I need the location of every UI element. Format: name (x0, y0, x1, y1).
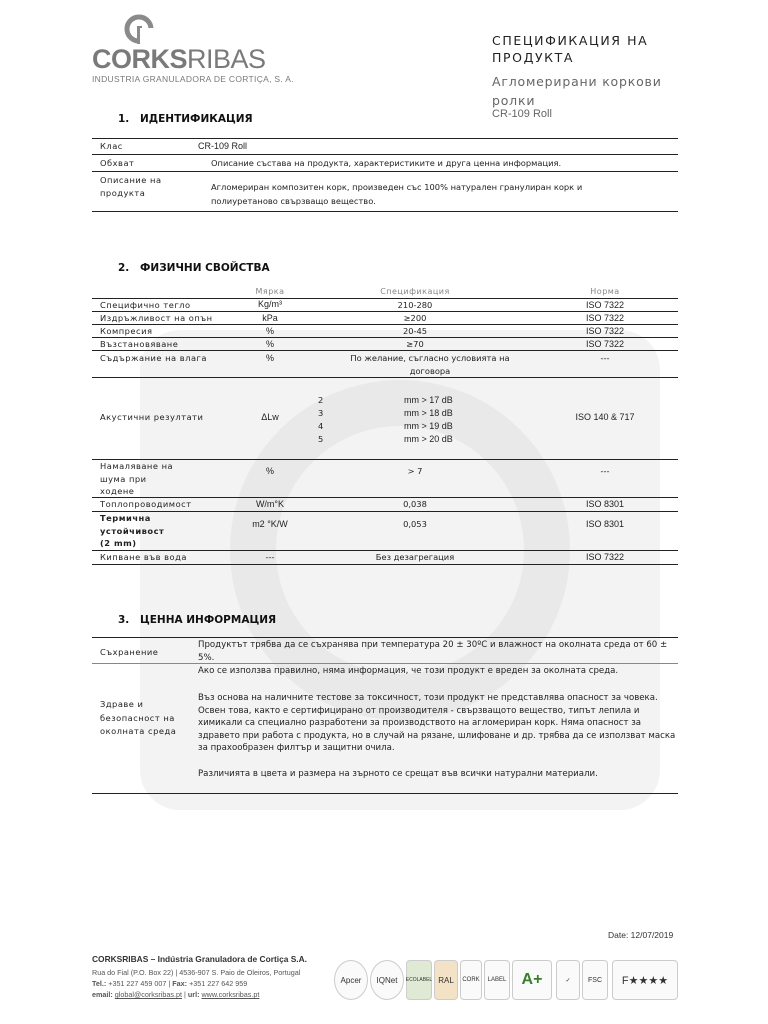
section-3-heading: 3. ЦЕННА ИНФОРМАЦИЯ (118, 614, 277, 626)
prop-label: Термична устойчивост (2 mm) (100, 513, 165, 548)
prop-label: Компресия (100, 326, 153, 336)
id-label-scope: Обхват (100, 158, 135, 168)
prop-norm: ISO 7322 (585, 552, 625, 562)
divider (92, 663, 678, 664)
prop-spec: ≥70 (406, 339, 424, 349)
prop-unit: % (265, 353, 274, 363)
prop-spec: 0,053 (403, 519, 427, 529)
prop-spec: 210-280 (397, 300, 433, 310)
divider (92, 154, 678, 155)
storage-text: Продуктът трябва да се съхранява при температура 20 ± 30ºC и влажност на околната среда от 60 ± 5%. (198, 640, 668, 663)
prop-label: Топлопроводимост (100, 499, 192, 509)
column-header-spec: Спецификация (380, 287, 450, 296)
divider (92, 350, 678, 351)
prop-norm: --- (600, 353, 610, 363)
aplus-badge: A+ (512, 960, 552, 1000)
prop-norm: ISO 7322 (585, 326, 625, 336)
prop-spec: 20-45 (402, 326, 428, 336)
health-text-1: Ако се използва правилно, няма информация, че този продукт е вреден за околната среда. (198, 666, 619, 676)
prop-label: Възстановяване (100, 339, 179, 349)
acoustic-level: 2 (318, 395, 324, 405)
section-1-heading: 1. ИДЕНТИФИКАЦИЯ (118, 113, 253, 125)
divider (92, 564, 678, 565)
prop-label: Съдържание на влага (100, 353, 208, 363)
divider (92, 377, 678, 378)
prop-label: Специфично тегло (100, 300, 191, 310)
cork-badge: CORK (460, 960, 482, 1000)
column-header-norm: Норма (590, 287, 620, 296)
footer-phone-fax: Tel.: +351 227 459 007 | Fax: +351 227 642 959 (92, 979, 248, 988)
prop-spec: > 7 (407, 466, 423, 476)
prop-unit: % (265, 326, 274, 336)
acoustic-level: 3 (318, 408, 324, 418)
footer-address: Rua do Fial (P.O. Box 22) | 4536-907 S. Paio de Oleiros, Portugal (92, 968, 301, 977)
logo-icon (124, 14, 154, 44)
divider (92, 211, 678, 212)
acoustic-value: mm > 18 dB (404, 408, 453, 418)
footer-contact: email: global@corksribas.pt | url: www.corksribas.pt (92, 990, 260, 999)
document-title: СПЕЦИФИКАЦИЯ НА ПРОДУКТА (492, 33, 649, 65)
id-value-description: Агломериран композитен корк, произведен със 100% натурален гранулиран корк и полиуретаново свързващо вещество. (211, 182, 583, 206)
company-logo-subtitle: INDUSTRIA GRANULADORA DE CORTIÇA, S. A. (92, 74, 294, 84)
acoustic-level: 5 (318, 434, 324, 444)
prop-norm: ISO 7322 (585, 313, 625, 323)
prop-spec: ≥200 (403, 313, 427, 323)
prop-norm: ISO 8301 (585, 499, 625, 509)
divider (92, 171, 678, 172)
divider (92, 138, 678, 139)
prop-norm: ISO 7322 (585, 300, 625, 310)
fsc-badge: FSC (582, 960, 608, 1000)
prop-norm: ISO 140 & 717 (575, 412, 635, 422)
section-2-heading: 2. ФИЗИЧНИ СВОЙСТВА (118, 262, 270, 274)
prop-unit: % (265, 339, 274, 349)
prop-unit: --- (265, 552, 275, 562)
health-text-2: Въз основа на наличните тестове за токсичност, този продукт не представлява опасност за човека. Освен това, както е сертифицирано от производителя - свързващото вещество, типът лепила и химикали са специално разработени за производството на агломериран корк. Няма опасност за здравето при работа с продукта, но в случай на рязане, шлифоване и др. трябва да се използват маска за прахообразен филтър и защитни очила. (198, 693, 676, 753)
prop-unit: Kg/m³ (257, 299, 282, 309)
divider (92, 511, 678, 512)
prop-unit: ΔLw (261, 412, 279, 422)
id-value-class: CR-109 Roll (198, 141, 248, 151)
divider (92, 459, 678, 460)
prop-norm: --- (600, 466, 610, 476)
column-header-unit: Мярка (255, 287, 285, 296)
acoustic-level: 4 (318, 421, 324, 431)
iqnet-badge: IQNet (370, 960, 404, 1000)
id-label-description: Описание на продуктa (100, 175, 162, 198)
document-subtitle: Агломерирани коркови ролки (492, 74, 662, 108)
health-text-3: Различията в цвета и размера на зърното се срещат във всички натурални материали. (198, 769, 598, 779)
website-link[interactable]: www.corksribas.pt (201, 990, 260, 999)
apcer-badge: Apcer (334, 960, 368, 1000)
document-date: Date: 12/07/2019 (608, 930, 674, 940)
document-code: CR-109 Roll (492, 108, 552, 120)
divider (92, 793, 678, 794)
id-value-scope: Описание състава на продукта, характеристиките и друга ценна информация. (211, 158, 562, 168)
prop-spec: По желание, съгласно условията на договора (350, 353, 510, 376)
ral-badge: RAL (434, 960, 458, 1000)
prop-unit: % (265, 466, 274, 476)
acoustic-value: mm > 20 dB (404, 434, 453, 444)
prop-unit: m2 °K/W (252, 519, 288, 529)
prop-norm: ISO 8301 (585, 519, 625, 529)
prop-spec: Без дезагрегация (375, 552, 455, 562)
company-logo: CORKSRIBAS (92, 44, 266, 74)
acoustic-value: mm > 17 dB (404, 395, 453, 405)
prop-norm: ISO 7322 (585, 339, 625, 349)
prop-spec: 0,038 (403, 499, 427, 509)
prop-unit: kPa (262, 313, 278, 323)
acoustic-value: mm > 19 dB (404, 421, 453, 431)
footer-company-name: CORKSRIBAS – Indústria Granuladora de Cortiça S.A. (92, 954, 307, 964)
prop-label: Акустични резултати (100, 412, 204, 422)
ecolabel-badge: ECOLABEL (406, 960, 432, 1000)
prop-label: Намаляване на шума при ходене (100, 461, 174, 496)
label-badge: LABEL (484, 960, 510, 1000)
email-link[interactable]: global@corksribas.pt (114, 990, 183, 999)
storage-label: Съхранение (100, 647, 159, 657)
id-label-class: Клас (100, 141, 123, 151)
health-label: Здраве и безопасност на околната среда (100, 699, 177, 736)
prop-label: Издръжливост на опън (100, 313, 213, 323)
f4star-badge: F★★★★ (612, 960, 678, 1000)
prop-unit: W/m°K (255, 499, 285, 509)
divider (92, 637, 678, 638)
prop-label: Кипване във вода (100, 552, 187, 562)
gmo-badge: ✓ (556, 960, 580, 1000)
